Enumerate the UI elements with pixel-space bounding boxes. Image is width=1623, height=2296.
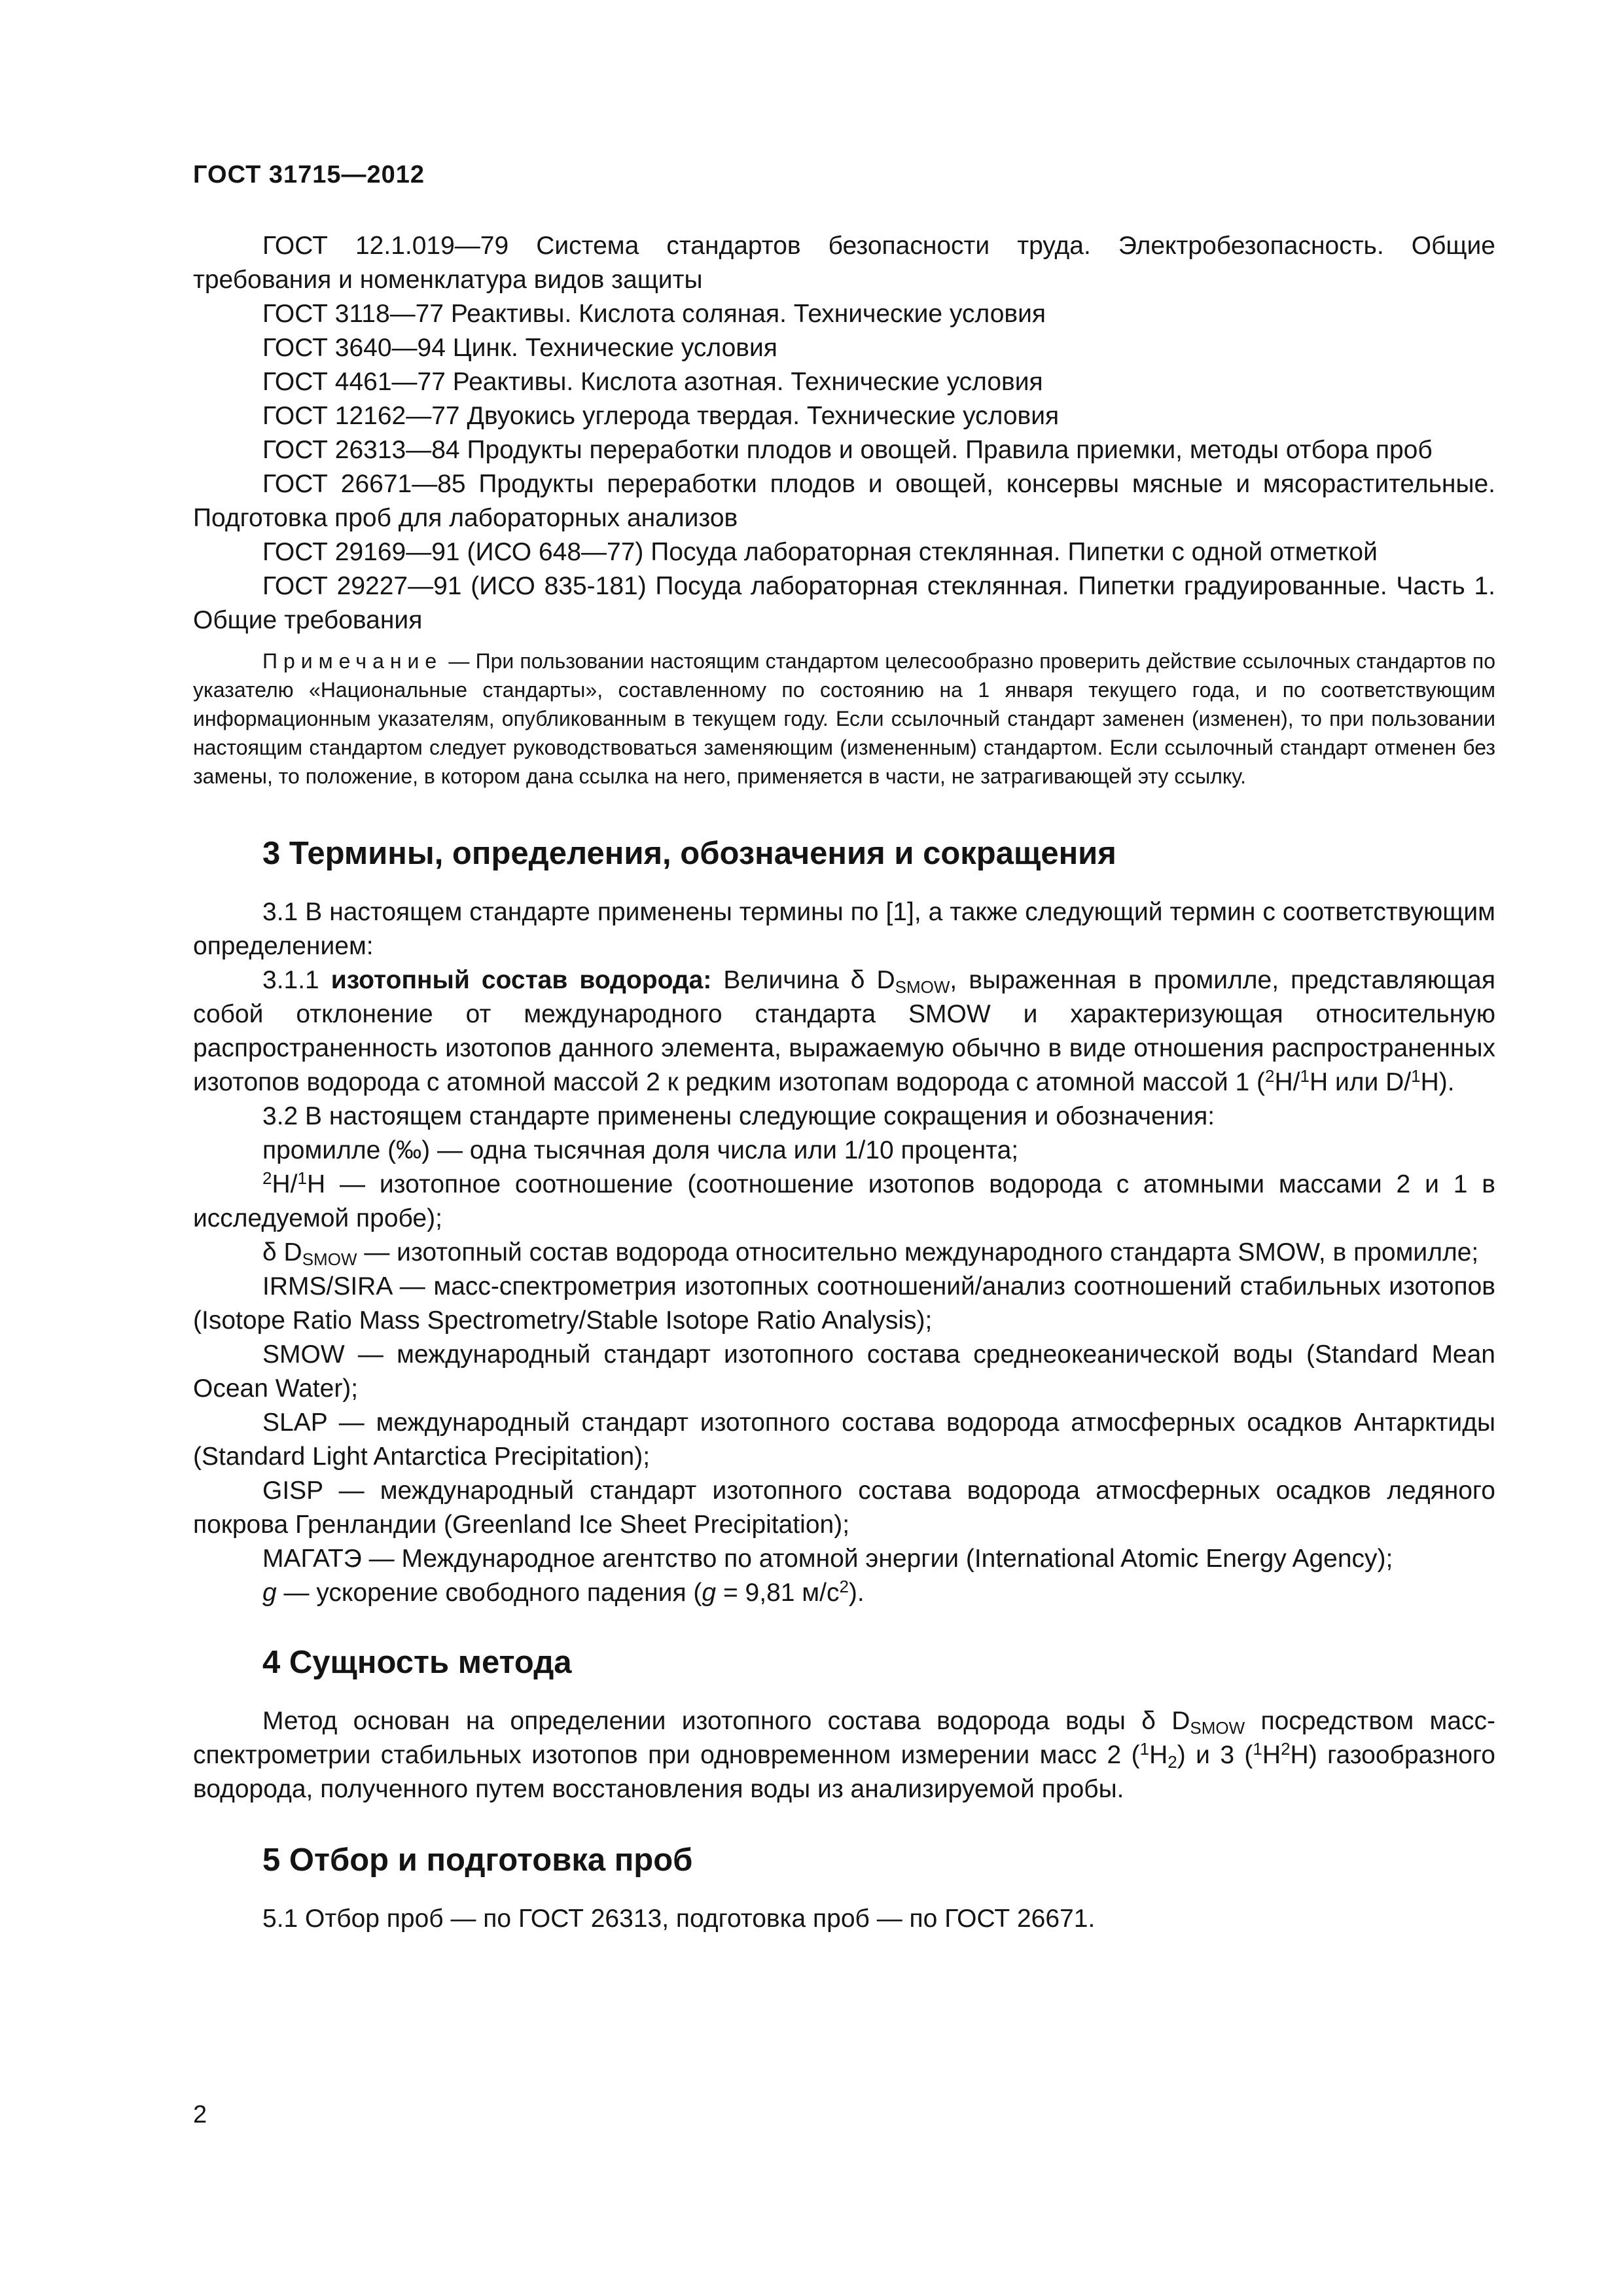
clause-3-2: 3.2 В настоящем стандарте применены следующие сокращения и обозначения:: [262, 1102, 1215, 1130]
abbr-ratio: $^2$H/$^1$H — изотопное соотношение (соотношение изотопов водорода с атомными массами 2 и 1 в исследуемой пробе);: [193, 1168, 1495, 1232]
abbr-gisp: GISP — международный стандарт изотопного состава водорода атмосферных осадков ледяного покрова Гренландии (Greenland Ice Sheet Precipitation);: [193, 1477, 1495, 1539]
section-4-title: 4 Сущность метода: [262, 1645, 572, 1680]
note-paragraph: [193, 647, 1495, 791]
note-text: — При пользовании настоящим стандартом целесообразно проверить действие ссылочных стандартов по указателю «Национальные стандарты», составленному по состоянию на 1 января текущего года, и по соответствующим информационным указателям, опубликованным в текущем году. Если ссылочный стандарт заменен (изменен), то при пользовании настоящим стандартом следует руководствоваться заменяющим (измененным) стандартом. Если ссылочный стандарт отменен без замены, то положение, в котором дана ссылка на него, применяется в части, не затрагивающей эту ссылку.: [193, 649, 1495, 788]
document-header: ГОСТ 31715—2012: [193, 161, 425, 188]
ref-item: ГОСТ 12162—77 Двуокись углерода твердая. Технические условия: [262, 402, 1060, 430]
term-name: изотопный состав водорода:: [330, 966, 712, 994]
clause-3-1-1: 3.1.1 изотопный состав водорода: Величина δ $D_{SMOW}$, выраженная в промилле, представляющая собой отклонение от международного стандарта SMOW и характеризующая относительную распространенность изотопов данного элемента, выражаемую обычно в виде отношения распространенных изотопов водорода с атомной массой 2 к редким изотопам водорода с атомной массой 1 ($^2$H/$^1$H или D/$^1$H).: [193, 966, 1495, 1096]
section-5-title: 5 Отбор и подготовка проб: [262, 1842, 693, 1878]
ref-item: ГОСТ 29227—91 (ИСО 835-181) Посуда лабораторная стеклянная. Пипетки градуированные. Часть 1. Общие требования: [193, 572, 1495, 634]
ref-item: ГОСТ 3118—77 Реактивы. Кислота соляная. Технические условия: [262, 300, 1046, 328]
page-number: 2: [193, 2101, 207, 2128]
abbr-permille: промилле (‰) — одна тысячная доля числа или 1/10 процента;: [262, 1136, 1019, 1164]
ref-item: ГОСТ 3640—94 Цинк. Технические условия: [262, 334, 777, 362]
ref-item: ГОСТ 29169—91 (ИСО 648—77) Посуда лабораторная стеклянная. Пипетки с одной отметкой: [262, 538, 1378, 566]
abbr-smow: SMOW — международный стандарт изотопного состава среднеокеанической воды (Standard Mean Ocean Water);: [193, 1340, 1495, 1403]
clause-3-1: 3.1 В настоящем стандарте применены термины по [1], а также следующий термин с соответствующим определением:: [193, 898, 1495, 960]
abbr-slap: SLAP — международный стандарт изотопного состава водорода атмосферных осадков Антарктиды (Standard Light Antarctica Precipitation);: [193, 1408, 1495, 1471]
abbr-iaea: МАГАТЭ — Международное агентство по атомной энергии (International Atomic Energy Agency);: [262, 1545, 1393, 1573]
document-body: [193, 229, 1495, 1936]
ref-item: ГОСТ 12.1.019—79 Система стандартов безопасности труда. Электробезопасность. Общие требования и номенклатура видов защиты: [193, 232, 1495, 294]
note-label: Примечание: [262, 649, 443, 673]
abbr-irms: IRMS/SIRA — масс-спектрометрия изотопных соотношений/анализ соотношений стабильных изотопов (Isotope Ratio Mass Spectrometry/Stable Isotope Ratio Analysis);: [193, 1272, 1495, 1335]
abbr-delta: δ $D_{SMOW}$ — изотопный состав водорода относительно международного стандарта SMOW, в промилле;: [262, 1238, 1479, 1269]
abbr-g: g — ускорение свободного падения (g = 9,81 $м/с^2$).: [262, 1577, 865, 1607]
section-3-title: 3 Термины, определения, обозначения и сокращения: [262, 836, 1116, 871]
ref-item: ГОСТ 4461—77 Реактивы. Кислота азотная. Технические условия: [262, 368, 1043, 396]
ref-item: ГОСТ 26313—84 Продукты переработки плодов и овощей. Правила приемки, методы отбора проб: [262, 436, 1433, 464]
method-paragraph: Метод основан на определении изотопного состава водорода воды δ $D_{SMOW}$ посредством масс-спектрометрии стабильных изотопов при одновременном измерении масс 2 $(^1H_2)$ и 3 $(^1H^2H)$ газообразного водорода, полученного путем восстановления воды из анализируемой пробы.: [193, 1707, 1495, 1803]
clause-5-1: 5.1 Отбор проб — по ГОСТ 26313, подготовка проб — по ГОСТ 26671.: [262, 1905, 1096, 1933]
ref-item: ГОСТ 26671—85 Продукты переработки плодов и овощей, консервы мясные и мясорастительные. Подготовка проб для лабораторных анализов: [193, 470, 1495, 532]
